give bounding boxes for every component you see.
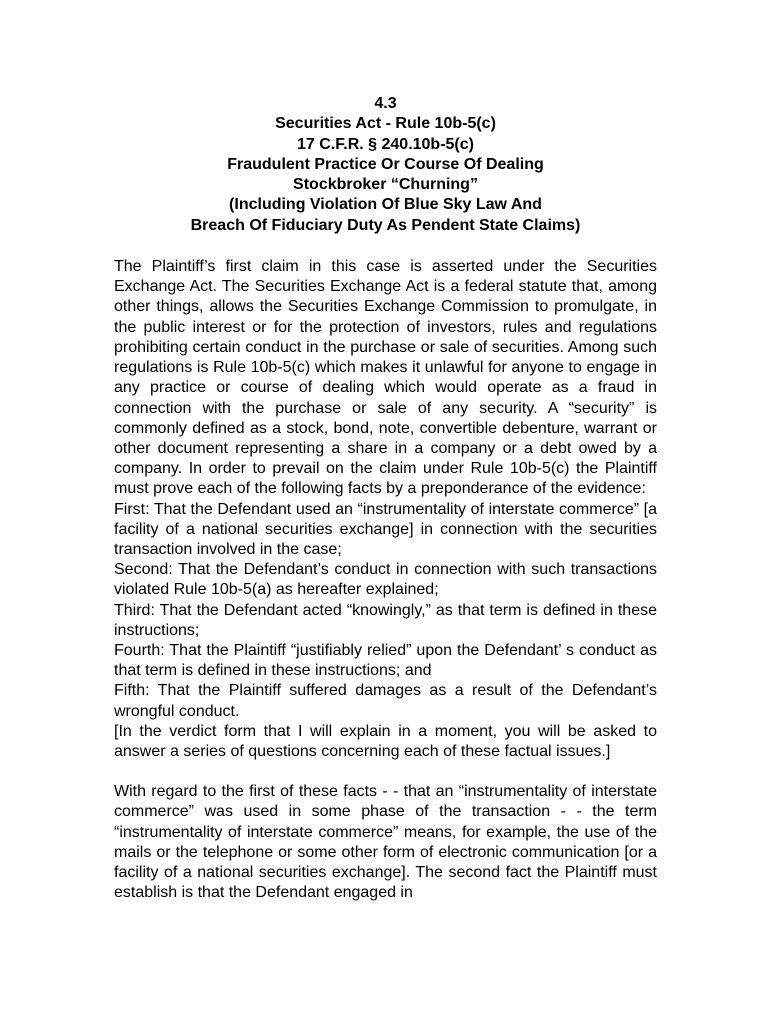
document-page xyxy=(114,94,657,903)
heading-number: 4.3 xyxy=(374,95,397,112)
heading-pendent-claims-2: Breach Of Fiduciary Duty As Pendent State Claims) xyxy=(190,216,581,234)
instruction-heading xyxy=(114,94,657,236)
heading-statute: Securities Act - Rule 10b-5(c) xyxy=(275,115,496,133)
heading-cfr-citation: 17 C.F.R. § 240.10b-5(c) xyxy=(297,135,474,153)
instrumentality-paragraph: With regard to the first of these facts - - that an “instrumentality of interstate commerce” was used in some phase of the transaction - - the term “instrumentality of interstate commerce” means, for example, the use of the mails or the telephone or some other form of electronic communication [or a facility of a national securities exchange]. The second fact the Plaintiff must establish is that the Defendant engaged in xyxy=(114,783,657,902)
heading-subject: Stockbroker “Churning” xyxy=(293,176,478,194)
element-fourth: Fourth: That the Plaintiff “justifiably relied” upon the Defendant’ s conduct as that term is defined in these instructions; and xyxy=(114,641,657,680)
element-first: First: That the Defendant used an “instrumentality of interstate commerce” [a facility of a national securities exchange] in connection with the securities transaction involved in the case; xyxy=(114,500,657,558)
verdict-form-note: [In the verdict form that I will explain in a moment, you will be asked to answer a series of questions concerning each of these factual issues.] xyxy=(114,722,657,760)
heading-pendent-claims-1: (Including Violation Of Blue Sky Law And xyxy=(229,196,542,214)
element-fifth: Fifth: That the Plaintiff suffered damages as a result of the Defendant’s wrongful conduct. xyxy=(114,682,657,720)
element-second: Second: That the Defendant’s conduct in connection with such transactions violated Rule 10b-5(a) as hereafter explained; xyxy=(114,561,657,599)
intro-paragraph: The Plaintiff’s first claim in this case is asserted under the Securities Exchange Act. The Securities Exchange Act is a federal statute that, among other things, allows the Securities Exchange Commission to promulgate, in the public interest or for the protection of investors, rules and regulations prohibiting certain conduct in the purchase or sale of securities. Among such regulations is Rule 10b-5(c) which makes it unlawful for anyone to engage in any practice or course of dealing which would operate as a fraud in connection with the purchase or sale of any security. A “security” is commonly defined as a stock, bond, note, convertible debenture, warrant or other document representing a share in a company or a debt owed by a company. In order to prevail on the claim under Rule 10b-5(c) the Plaintiff must prove each of the following facts by a preponderance of the evidence: xyxy=(114,258,657,498)
element-third: Third: That the Defendant acted “knowingly,” as that term is defined in these instructions; xyxy=(114,601,657,639)
instruction-body xyxy=(114,257,657,903)
heading-claim-type: Fraudulent Practice Or Course Of Dealing xyxy=(227,155,544,173)
